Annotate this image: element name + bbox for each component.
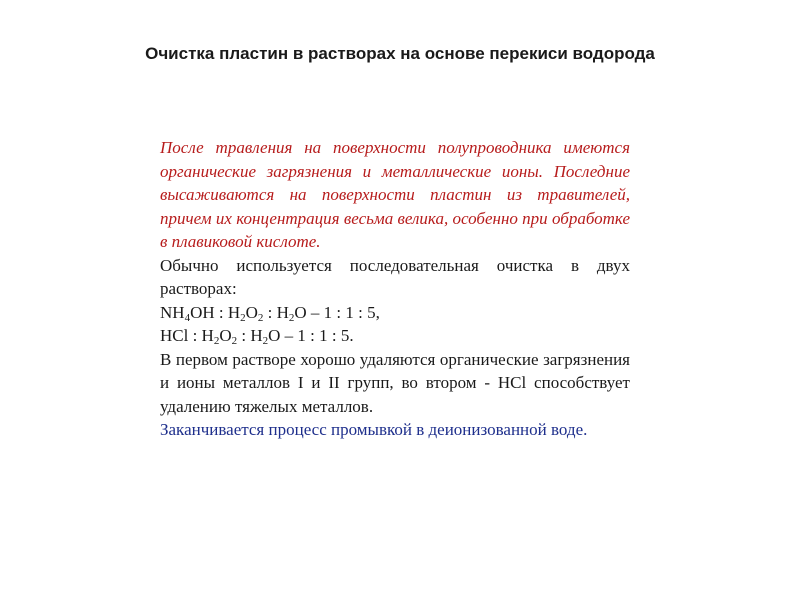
paragraph-intro: Обычно используется последовательная очистка в двух растворах: xyxy=(160,255,630,298)
slide-title: Очистка пластин в растворах на основе перекиси водорода xyxy=(145,44,655,63)
solution-2-formula: HCl : $H_2O_2$ : $H_2O - 1$ : 1 : 5. xyxy=(160,326,354,347)
paragraph-first-solution: В первом растворе хорошо удаляются органические загрязнения и ионы металлов I и II групп, во втором - HCl способствует удалению тяжелых металлов. xyxy=(160,349,630,416)
paragraph-rinse: Заканчивается процесс промывкой в деионизованной воде. xyxy=(160,420,588,439)
paragraph-contamination: После травления на поверхности полупроводника имеются органические загрязнения и металлические ионы. Последние высаживаются на поверхности пластин из травителей, причем их концентрация весьма велика, особенно при обработке в плавиковой кислоте. xyxy=(160,138,630,251)
solution-1-formula: $NH_4OH$ : $H_2O_2$ : $H_2O - 1$ : 1 : 5, xyxy=(160,302,380,324)
slide-body xyxy=(160,136,630,442)
